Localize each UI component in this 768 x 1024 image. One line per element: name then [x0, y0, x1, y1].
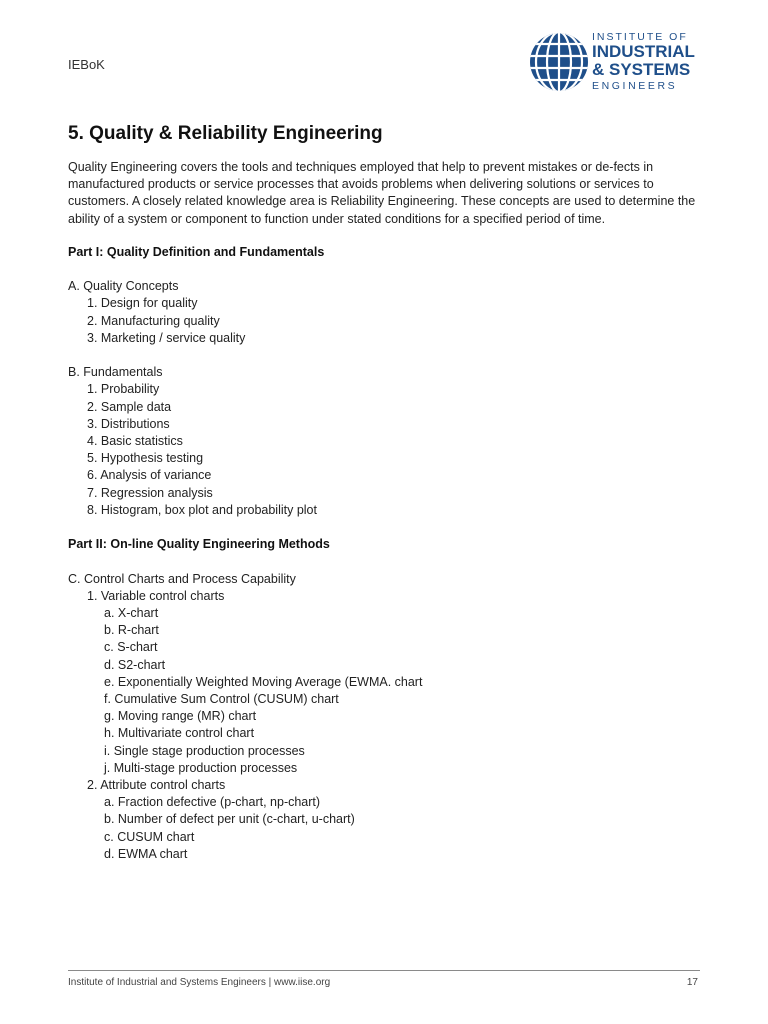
section-b — [68, 364, 700, 519]
logo-line-engineers: ENGINEERS — [592, 80, 678, 92]
list-item: 3. Distributions — [87, 416, 170, 431]
footer-text: Institute of Industrial and Systems Engineers | www.iise.org — [68, 977, 331, 988]
sublist-item: d. EWMA chart — [104, 846, 188, 861]
sublist-item: a. Fraction defective (p-chart, np-chart) — [104, 795, 321, 810]
list-item: 6. Analysis of variance — [87, 468, 212, 483]
sublist-item: a. X-chart — [104, 606, 159, 621]
part1-heading: Part I: Quality Definition and Fundamentals — [68, 244, 325, 259]
globe-icon — [528, 31, 590, 93]
variable-charts-sublist — [87, 605, 700, 777]
list-item — [68, 777, 700, 863]
footer-divider — [68, 970, 700, 971]
list-item: 7. Regression analysis — [87, 485, 213, 500]
logo-wordmark — [592, 31, 704, 93]
list-item: 5. Hypothesis testing — [87, 451, 204, 466]
intro-paragraph: Quality Engineering covers the tools and techniques employed that help to prevent mistakes or de-fects in manufactured products or service processes that avoids problems when delivering solutions or services to customers. A closely related knowledge area is Reliability Engineering. These concepts are used to determine the ability of a system or component to function under stated conditions for a specified period of time. — [68, 160, 696, 226]
list-item: 4. Basic statistics — [87, 434, 183, 449]
part2-heading: Part II: On-line Quality Engineering Methods — [68, 537, 330, 552]
list-item: 1. Probability — [87, 382, 160, 397]
logo-line-industrial: INDUSTRIAL — [592, 42, 695, 61]
list-item: 2. Manufacturing quality — [87, 313, 220, 328]
section-a-list — [68, 295, 700, 347]
section-c-list — [68, 588, 700, 863]
logo-line-institute: INSTITUTE OF — [592, 31, 688, 43]
sublist-item: h. Multivariate control chart — [104, 726, 255, 741]
list-item: 1. Design for quality — [87, 296, 198, 311]
sublist-item: c. CUSUM chart — [104, 829, 195, 844]
section-a — [68, 278, 700, 347]
section-c-label: C. Control Charts and Process Capability — [68, 571, 296, 586]
list-item — [68, 588, 700, 777]
sublist-item: d. S2-chart — [104, 657, 166, 672]
iise-logo — [528, 31, 703, 95]
page-number: 17 — [686, 977, 698, 988]
section-c — [68, 571, 700, 863]
list-item-label: 1. Variable control charts — [87, 588, 225, 603]
sublist-item: g. Moving range (MR) chart — [104, 709, 257, 724]
list-item: 3. Marketing / service quality — [87, 330, 246, 345]
sublist-item: b. Number of defect per unit (c-chart, u-chart) — [104, 812, 355, 827]
section-b-label: B. Fundamentals — [68, 365, 163, 380]
section-a-label: A. Quality Concepts — [68, 279, 179, 294]
logo-line-systems: & SYSTEMS — [592, 60, 691, 79]
sublist-item: f. Cumulative Sum Control (CUSUM) chart — [104, 692, 339, 707]
main-content — [68, 122, 700, 863]
sublist-item: i. Single stage production processes — [104, 743, 305, 758]
sublist-item: j. Multi-stage production processes — [104, 760, 298, 775]
header-label: IEBoK — [68, 57, 105, 72]
sublist-item: e. Exponentially Weighted Moving Average (EWMA. chart — [104, 674, 423, 689]
sublist-item: b. R-chart — [104, 623, 159, 638]
attribute-charts-sublist — [87, 794, 700, 863]
list-item-label: 2. Attribute control charts — [87, 778, 226, 793]
sublist-item: c. S-chart — [104, 640, 158, 655]
section-b-list — [68, 381, 700, 519]
page-title: 5. Quality & Reliability Engineering — [68, 123, 383, 144]
list-item: 2. Sample data — [87, 399, 172, 414]
list-item: 8. Histogram, box plot and probability plot — [87, 502, 317, 517]
